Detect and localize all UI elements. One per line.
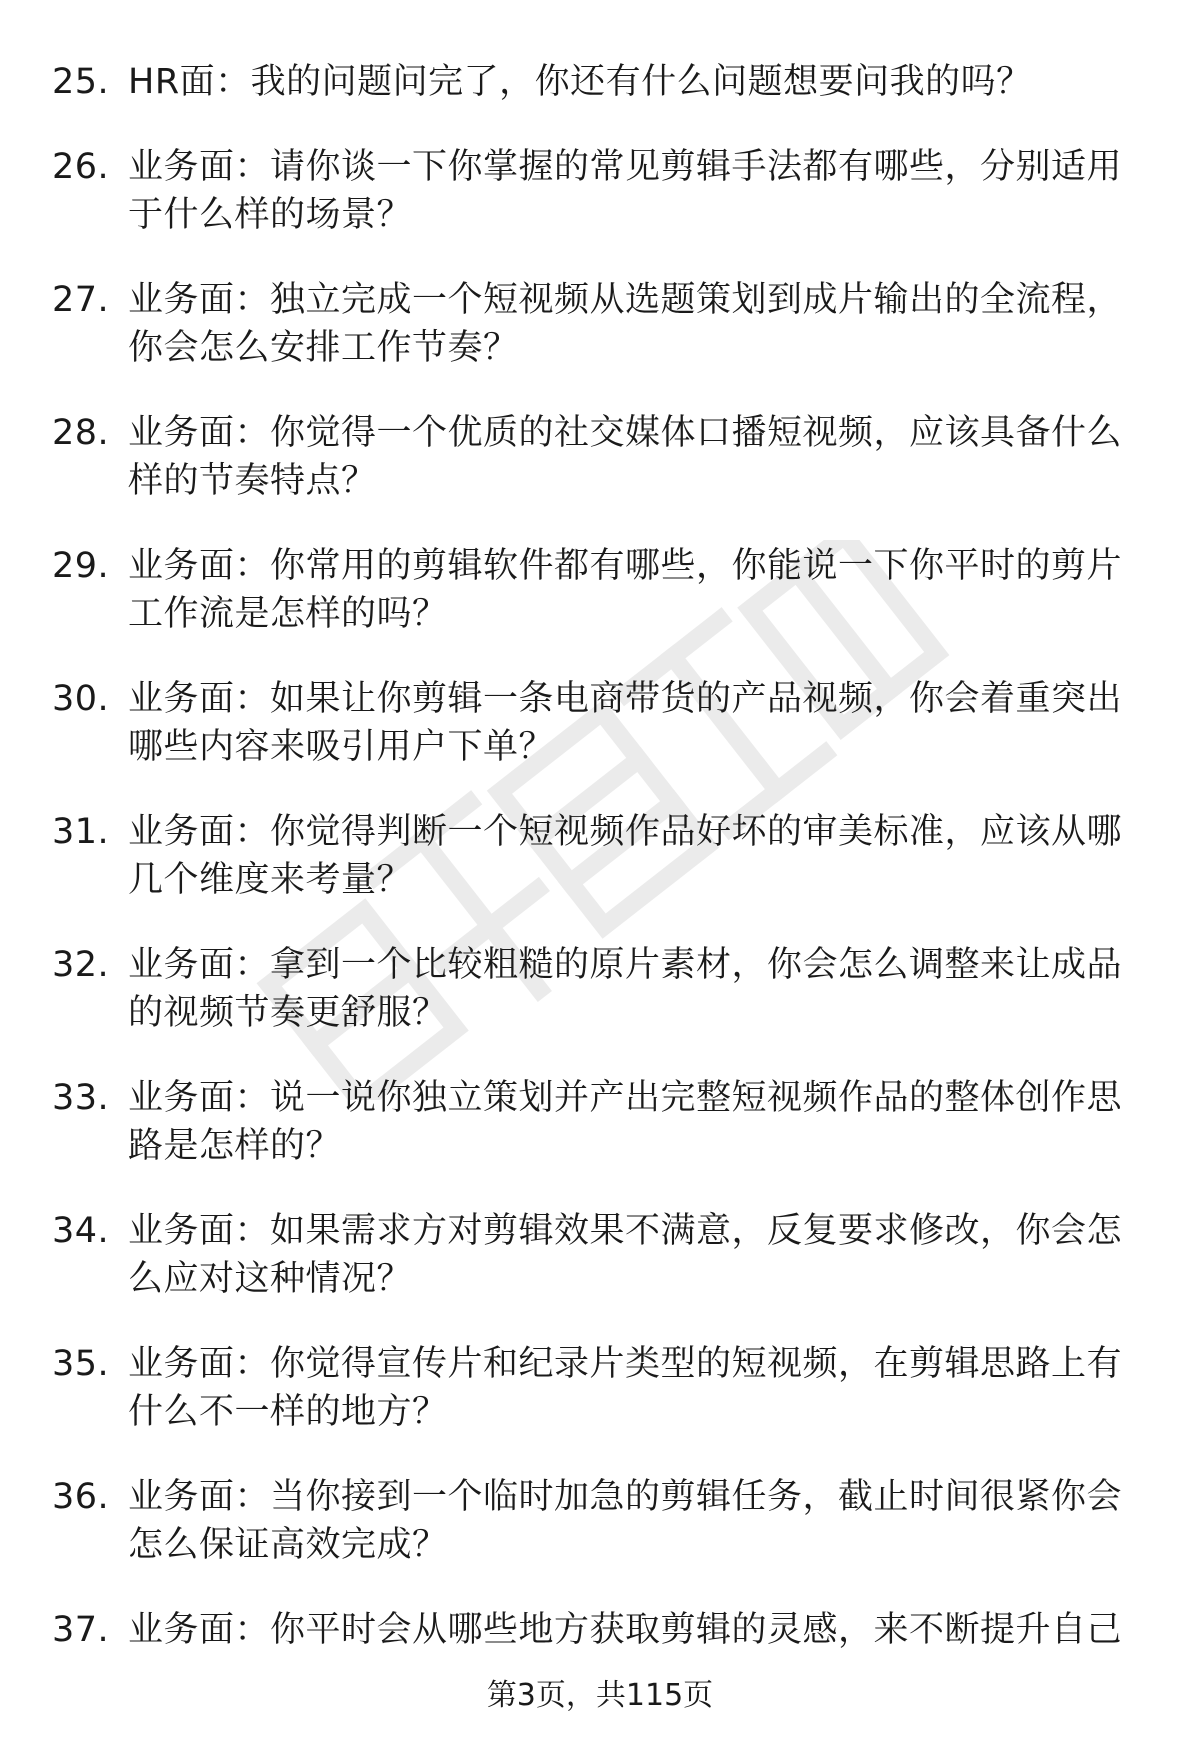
question-text: 业务面：说一说你独立策划并产出完整短视频作品的整体创作思路是怎样的？ [128,1078,1123,1166]
list-item [0,675,1200,771]
question-text: 业务面：你觉得宣传片和纪录片类型的短视频，在剪辑思路上有什么不一样的地方？ [128,1344,1123,1432]
question-number: 28. [52,413,110,453]
question-text: 业务面：独立完成一个短视频从选题策划到成片输出的全流程，你会怎么安排工作节奏？ [128,280,1123,368]
question-text: 业务面：如果让你剪辑一条电商带货的产品视频，你会着重突出哪些内容来吸引用户下单？ [128,679,1123,767]
question-list [0,58,1200,1654]
question-number: 29. [52,546,110,586]
list-item [0,1473,1200,1569]
list-item [0,1340,1200,1436]
list-item [0,143,1200,239]
question-text: 业务面：请你谈一下你掌握的常见剪辑手法都有哪些，分别适用于什么样的场景？ [128,147,1123,235]
question-text: 业务面：你觉得一个优质的社交媒体口播短视频，应该具备什么样的节奏特点？ [128,413,1123,501]
question-number: 34. [52,1211,110,1251]
question-text: 业务面：当你接到一个临时加急的剪辑任务，截止时间很紧你会怎么保证高效完成？ [128,1477,1123,1565]
question-number: 30. [52,679,110,719]
page-footer: 第3页，共115页 [486,1678,714,1713]
question-number: 37. [52,1610,110,1650]
question-number: 35. [52,1344,110,1384]
question-number: 27. [52,280,110,320]
question-number: 31. [52,812,110,852]
list-item [0,542,1200,638]
question-number: 25. [52,62,110,102]
question-text: 业务面：如果需求方对剪辑效果不满意，反复要求修改，你会怎么应对这种情况？ [128,1211,1123,1299]
question-text: HR面：我的问题问完了，你还有什么问题想要问我的吗？ [128,62,1032,102]
list-item [0,1606,1200,1654]
list-item [0,58,1200,106]
question-number: 32. [52,945,110,985]
question-text: 业务面：你常用的剪辑软件都有哪些，你能说一下你平时的剪片工作流是怎样的吗？ [128,546,1123,634]
list-item [0,808,1200,904]
list-item [0,941,1200,1037]
list-item [0,409,1200,505]
question-text: 业务面：你平时会从哪些地方获取剪辑的灵感，来不断提升自己 [128,1610,1123,1650]
question-number: 26. [52,147,110,187]
list-item [0,1207,1200,1303]
question-number: 36. [52,1477,110,1517]
question-text: 业务面：你觉得判断一个短视频作品好坏的审美标准，应该从哪几个维度来考量？ [128,812,1123,900]
question-text: 业务面：拿到一个比较粗糙的原片素材，你会怎么调整来让成品的视频节奏更舒服？ [128,945,1123,1033]
question-number: 33. [52,1078,110,1118]
list-item [0,276,1200,372]
list-item [0,1074,1200,1170]
